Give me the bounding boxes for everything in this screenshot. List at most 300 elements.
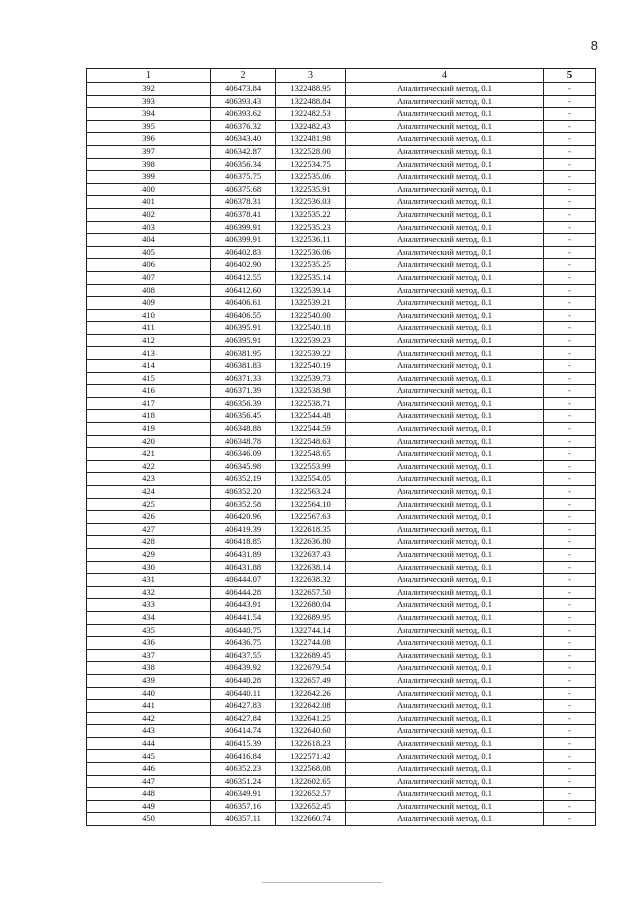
cell-coord-x: 406406.55 — [211, 309, 276, 322]
header-col-4: 4 — [346, 69, 544, 83]
cell-coord-y: 1322637.43 — [276, 548, 346, 561]
cell-coord-y: 1322540.19 — [276, 360, 346, 373]
cell-note: - — [544, 221, 596, 234]
table-row — [87, 624, 596, 637]
cell-coord-y: 1322636.80 — [276, 536, 346, 549]
cell-note: - — [544, 95, 596, 108]
cell-point-number: 429 — [87, 548, 211, 561]
cell-point-number: 443 — [87, 725, 211, 738]
cell-coord-x: 406356.34 — [211, 158, 276, 171]
cell-method: Аналитический метод, 0.1 — [346, 649, 544, 662]
cell-coord-y: 1322652.57 — [276, 788, 346, 801]
cell-coord-y: 1322540.18 — [276, 322, 346, 335]
cell-coord-x: 406444.07 — [211, 574, 276, 587]
cell-coord-x: 406348.88 — [211, 423, 276, 436]
cell-note: - — [544, 410, 596, 423]
cell-note: - — [544, 662, 596, 675]
table-row — [87, 322, 596, 335]
cell-note: - — [544, 385, 596, 398]
table-row — [87, 586, 596, 599]
cell-coord-y: 1322535.25 — [276, 259, 346, 272]
cell-point-number: 435 — [87, 624, 211, 637]
cell-coord-x: 406378.41 — [211, 208, 276, 221]
cell-coord-y: 1322548.63 — [276, 435, 346, 448]
cell-note: - — [544, 624, 596, 637]
table-row — [87, 334, 596, 347]
cell-note: - — [544, 460, 596, 473]
table-row — [87, 347, 596, 360]
cell-point-number: 411 — [87, 322, 211, 335]
cell-coord-x: 406357.16 — [211, 800, 276, 813]
cell-point-number: 420 — [87, 435, 211, 448]
cell-note: - — [544, 737, 596, 750]
cell-point-number: 428 — [87, 536, 211, 549]
cell-method: Аналитический метод, 0.1 — [346, 108, 544, 121]
cell-point-number: 433 — [87, 599, 211, 612]
cell-point-number: 449 — [87, 800, 211, 813]
cell-method: Аналитический метод, 0.1 — [346, 183, 544, 196]
cell-coord-y: 1322481.98 — [276, 133, 346, 146]
cell-method: Аналитический метод, 0.1 — [346, 700, 544, 713]
cell-coord-x: 406412.60 — [211, 284, 276, 297]
cell-coord-y: 1322689.45 — [276, 649, 346, 662]
cell-coord-x: 406399.91 — [211, 234, 276, 247]
coordinates-table — [86, 68, 596, 826]
cell-point-number: 436 — [87, 637, 211, 650]
cell-note: - — [544, 171, 596, 184]
cell-coord-y: 1322482.43 — [276, 120, 346, 133]
cell-point-number: 448 — [87, 788, 211, 801]
cell-note: - — [544, 523, 596, 536]
cell-point-number: 425 — [87, 498, 211, 511]
cell-note: - — [544, 347, 596, 360]
cell-point-number: 397 — [87, 145, 211, 158]
cell-method: Аналитический метод, 0.1 — [346, 246, 544, 259]
cell-point-number: 407 — [87, 271, 211, 284]
table-row — [87, 410, 596, 423]
cell-method: Аналитический метод, 0.1 — [346, 498, 544, 511]
cell-note: - — [544, 611, 596, 624]
cell-coord-y: 1322539.22 — [276, 347, 346, 360]
cell-point-number: 450 — [87, 813, 211, 826]
cell-method: Аналитический метод, 0.1 — [346, 574, 544, 587]
cell-method: Аналитический метод, 0.1 — [346, 624, 544, 637]
table-row — [87, 221, 596, 234]
cell-method: Аналитический метод, 0.1 — [346, 473, 544, 486]
cell-note: - — [544, 561, 596, 574]
cell-coord-y: 1322538.71 — [276, 397, 346, 410]
table-row — [87, 297, 596, 310]
cell-point-number: 393 — [87, 95, 211, 108]
cell-point-number: 396 — [87, 133, 211, 146]
cell-coord-x: 406346.09 — [211, 448, 276, 461]
cell-method: Аналитический метод, 0.1 — [346, 687, 544, 700]
table-row — [87, 145, 596, 158]
cell-coord-y: 1322538.98 — [276, 385, 346, 398]
table-row — [87, 309, 596, 322]
cell-point-number: 438 — [87, 662, 211, 675]
cell-coord-y: 1322482.53 — [276, 108, 346, 121]
cell-method: Аналитический метод, 0.1 — [346, 145, 544, 158]
cell-coord-x: 406376.32 — [211, 120, 276, 133]
cell-coord-x: 406375.75 — [211, 171, 276, 184]
cell-note: - — [544, 498, 596, 511]
cell-method: Аналитический метод, 0.1 — [346, 309, 544, 322]
cell-coord-y: 1322660.74 — [276, 813, 346, 826]
table-row — [87, 158, 596, 171]
cell-note: - — [544, 271, 596, 284]
cell-coord-x: 406356.45 — [211, 410, 276, 423]
cell-method: Аналитический метод, 0.1 — [346, 120, 544, 133]
cell-coord-y: 1322568.08 — [276, 763, 346, 776]
cell-coord-y: 1322744.14 — [276, 624, 346, 637]
cell-point-number: 447 — [87, 775, 211, 788]
cell-method: Аналитический метод, 0.1 — [346, 486, 544, 499]
cell-note: - — [544, 548, 596, 561]
cell-coord-y: 1322535.91 — [276, 183, 346, 196]
cell-point-number: 430 — [87, 561, 211, 574]
cell-note: - — [544, 800, 596, 813]
cell-note: - — [544, 284, 596, 297]
cell-coord-y: 1322535.14 — [276, 271, 346, 284]
cell-point-number: 401 — [87, 196, 211, 209]
cell-coord-y: 1322528.00 — [276, 145, 346, 158]
cell-note: - — [544, 133, 596, 146]
cell-coord-x: 406427.84 — [211, 712, 276, 725]
cell-point-number: 440 — [87, 687, 211, 700]
cell-method: Аналитический метод, 0.1 — [346, 448, 544, 461]
cell-coord-y: 1322657.50 — [276, 586, 346, 599]
cell-method: Аналитический метод, 0.1 — [346, 322, 544, 335]
cell-method: Аналитический метод, 0.1 — [346, 423, 544, 436]
table-row — [87, 498, 596, 511]
cell-coord-y: 1322642.26 — [276, 687, 346, 700]
cell-coord-x: 406444.28 — [211, 586, 276, 599]
cell-coord-y: 1322744.08 — [276, 637, 346, 650]
cell-method: Аналитический метод, 0.1 — [346, 372, 544, 385]
cell-method: Аналитический метод, 0.1 — [346, 737, 544, 750]
cell-method: Аналитический метод, 0.1 — [346, 297, 544, 310]
cell-note: - — [544, 360, 596, 373]
cell-method: Аналитический метод, 0.1 — [346, 586, 544, 599]
cell-method: Аналитический метод, 0.1 — [346, 775, 544, 788]
cell-note: - — [544, 297, 596, 310]
cell-point-number: 442 — [87, 712, 211, 725]
cell-method: Аналитический метод, 0.1 — [346, 334, 544, 347]
cell-coord-x: 406381.95 — [211, 347, 276, 360]
cell-note: - — [544, 145, 596, 158]
cell-point-number: 421 — [87, 448, 211, 461]
cell-method: Аналитический метод, 0.1 — [346, 271, 544, 284]
cell-note: - — [544, 637, 596, 650]
cell-note: - — [544, 234, 596, 247]
cell-coord-x: 406473.84 — [211, 83, 276, 96]
cell-coord-y: 1322563.24 — [276, 486, 346, 499]
cell-point-number: 403 — [87, 221, 211, 234]
table-row — [87, 397, 596, 410]
table-row — [87, 548, 596, 561]
table-row — [87, 725, 596, 738]
cell-coord-y: 1322553.99 — [276, 460, 346, 473]
cell-point-number: 409 — [87, 297, 211, 310]
cell-point-number: 423 — [87, 473, 211, 486]
cell-coord-y: 1322679.54 — [276, 662, 346, 675]
cell-coord-y: 1322571.42 — [276, 750, 346, 763]
cell-coord-x: 406414.74 — [211, 725, 276, 738]
cell-coord-x: 406415.39 — [211, 737, 276, 750]
table-row — [87, 435, 596, 448]
table-row — [87, 649, 596, 662]
table-row — [87, 800, 596, 813]
table-row — [87, 133, 596, 146]
cell-point-number: 394 — [87, 108, 211, 121]
cell-coord-y: 1322539.14 — [276, 284, 346, 297]
table-row — [87, 687, 596, 700]
header-col-2: 2 — [211, 69, 276, 83]
table-row — [87, 473, 596, 486]
cell-coord-y: 1322652.45 — [276, 800, 346, 813]
cell-point-number: 415 — [87, 372, 211, 385]
cell-method: Аналитический метод, 0.1 — [346, 196, 544, 209]
table-row — [87, 259, 596, 272]
table-row — [87, 171, 596, 184]
cell-coord-y: 1322618.35 — [276, 523, 346, 536]
table-row — [87, 284, 596, 297]
table-row — [87, 763, 596, 776]
cell-point-number: 417 — [87, 397, 211, 410]
cell-coord-y: 1322567.63 — [276, 511, 346, 524]
cell-coord-y: 1322539.73 — [276, 372, 346, 385]
cell-coord-y: 1322641.25 — [276, 712, 346, 725]
cell-point-number: 424 — [87, 486, 211, 499]
cell-coord-x: 406371.39 — [211, 385, 276, 398]
cell-coord-x: 406395.91 — [211, 322, 276, 335]
table-row — [87, 511, 596, 524]
cell-note: - — [544, 183, 596, 196]
cell-coord-x: 406393.62 — [211, 108, 276, 121]
table-row — [87, 460, 596, 473]
cell-coord-x: 406381.83 — [211, 360, 276, 373]
table-row — [87, 360, 596, 373]
cell-coord-y: 1322540.00 — [276, 309, 346, 322]
cell-point-number: 434 — [87, 611, 211, 624]
cell-coord-x: 406418.85 — [211, 536, 276, 549]
table-row — [87, 423, 596, 436]
cell-method: Аналитический метод, 0.1 — [346, 763, 544, 776]
cell-coord-x: 406402.90 — [211, 259, 276, 272]
cell-coord-x: 406431.89 — [211, 548, 276, 561]
cell-method: Аналитический метод, 0.1 — [346, 208, 544, 221]
cell-coord-x: 406342.87 — [211, 145, 276, 158]
table-row — [87, 246, 596, 259]
table-row — [87, 574, 596, 587]
cell-point-number: 414 — [87, 360, 211, 373]
cell-note: - — [544, 208, 596, 221]
cell-method: Аналитический метод, 0.1 — [346, 234, 544, 247]
cell-point-number: 416 — [87, 385, 211, 398]
cell-coord-y: 1322689.95 — [276, 611, 346, 624]
table-row — [87, 183, 596, 196]
cell-note: - — [544, 763, 596, 776]
table-row — [87, 523, 596, 536]
cell-method: Аналитический метод, 0.1 — [346, 410, 544, 423]
cell-note: - — [544, 750, 596, 763]
header-col-3: 3 — [276, 69, 346, 83]
cell-note: - — [544, 309, 596, 322]
cell-coord-y: 1322534.75 — [276, 158, 346, 171]
table-row — [87, 788, 596, 801]
cell-point-number: 412 — [87, 334, 211, 347]
cell-coord-x: 406352.20 — [211, 486, 276, 499]
cell-note: - — [544, 423, 596, 436]
cell-note: - — [544, 574, 596, 587]
cell-method: Аналитический метод, 0.1 — [346, 460, 544, 473]
cell-method: Аналитический метод, 0.1 — [346, 83, 544, 96]
cell-point-number: 426 — [87, 511, 211, 524]
cell-note: - — [544, 448, 596, 461]
table-row — [87, 83, 596, 96]
header-col-5: 5 — [544, 69, 596, 83]
table-row — [87, 662, 596, 675]
cell-coord-x: 406352.19 — [211, 473, 276, 486]
cell-method: Аналитический метод, 0.1 — [346, 712, 544, 725]
cell-method: Аналитический метод, 0.1 — [346, 511, 544, 524]
cell-coord-y: 1322548.65 — [276, 448, 346, 461]
table-row — [87, 196, 596, 209]
cell-note: - — [544, 788, 596, 801]
cell-coord-x: 406393.43 — [211, 95, 276, 108]
cell-point-number: 439 — [87, 674, 211, 687]
cell-coord-x: 406436.75 — [211, 637, 276, 650]
cell-note: - — [544, 712, 596, 725]
cell-coord-y: 1322539.21 — [276, 297, 346, 310]
cell-coord-y: 1322642.08 — [276, 700, 346, 713]
cell-coord-y: 1322539.23 — [276, 334, 346, 347]
cell-point-number: 446 — [87, 763, 211, 776]
cell-coord-y: 1322535.06 — [276, 171, 346, 184]
cell-method: Аналитический метод, 0.1 — [346, 397, 544, 410]
cell-point-number: 432 — [87, 586, 211, 599]
cell-note: - — [544, 536, 596, 549]
cell-coord-x: 406348.78 — [211, 435, 276, 448]
header-row — [87, 69, 596, 83]
cell-method: Аналитический метод, 0.1 — [346, 750, 544, 763]
table-row — [87, 120, 596, 133]
cell-coord-x: 406440.28 — [211, 674, 276, 687]
cell-method: Аналитический метод, 0.1 — [346, 662, 544, 675]
cell-coord-x: 406441.54 — [211, 611, 276, 624]
cell-coord-x: 406351.24 — [211, 775, 276, 788]
cell-coord-y: 1322544.48 — [276, 410, 346, 423]
cell-point-number: 398 — [87, 158, 211, 171]
table-row — [87, 737, 596, 750]
cell-coord-x: 406357.11 — [211, 813, 276, 826]
cell-coord-x: 406345.98 — [211, 460, 276, 473]
cell-coord-x: 406352.23 — [211, 763, 276, 776]
cell-method: Аналитический метод, 0.1 — [346, 611, 544, 624]
cell-method: Аналитический метод, 0.1 — [346, 674, 544, 687]
cell-point-number: 419 — [87, 423, 211, 436]
cell-coord-x: 406439.92 — [211, 662, 276, 675]
cell-coord-y: 1322657.49 — [276, 674, 346, 687]
cell-coord-y: 1322536.11 — [276, 234, 346, 247]
cell-coord-x: 406343.40 — [211, 133, 276, 146]
cell-coord-y: 1322488.84 — [276, 95, 346, 108]
cell-method: Аналитический метод, 0.1 — [346, 284, 544, 297]
cell-note: - — [544, 108, 596, 121]
cell-point-number: 410 — [87, 309, 211, 322]
cell-note: - — [544, 246, 596, 259]
cell-note: - — [544, 120, 596, 133]
cell-point-number: 392 — [87, 83, 211, 96]
table-row — [87, 108, 596, 121]
cell-coord-x: 406378.31 — [211, 196, 276, 209]
cell-coord-y: 1322536.06 — [276, 246, 346, 259]
cell-method: Аналитический метод, 0.1 — [346, 813, 544, 826]
cell-point-number: 427 — [87, 523, 211, 536]
cell-coord-x: 406352.58 — [211, 498, 276, 511]
cell-note: - — [544, 674, 596, 687]
table-row — [87, 813, 596, 826]
cell-note: - — [544, 687, 596, 700]
cell-method: Аналитический метод, 0.1 — [346, 637, 544, 650]
cell-point-number: 444 — [87, 737, 211, 750]
cell-coord-x: 406427.83 — [211, 700, 276, 713]
cell-coord-x: 406412.55 — [211, 271, 276, 284]
cell-note: - — [544, 649, 596, 662]
cell-method: Аналитический метод, 0.1 — [346, 536, 544, 549]
footer-line — [262, 882, 382, 883]
table-row — [87, 234, 596, 247]
cell-coord-y: 1322544.59 — [276, 423, 346, 436]
cell-note: - — [544, 725, 596, 738]
cell-method: Аналитический метод, 0.1 — [346, 95, 544, 108]
table-row — [87, 561, 596, 574]
cell-coord-y: 1322554.05 — [276, 473, 346, 486]
table-row — [87, 208, 596, 221]
cell-coord-y: 1322536.03 — [276, 196, 346, 209]
cell-coord-x: 406420.96 — [211, 511, 276, 524]
cell-note: - — [544, 586, 596, 599]
table-row — [87, 95, 596, 108]
cell-note: - — [544, 83, 596, 96]
cell-point-number: 399 — [87, 171, 211, 184]
table-row — [87, 775, 596, 788]
table-row — [87, 611, 596, 624]
cell-method: Аналитический метод, 0.1 — [346, 561, 544, 574]
cell-point-number: 418 — [87, 410, 211, 423]
cell-note: - — [544, 599, 596, 612]
cell-coord-x: 406349.91 — [211, 788, 276, 801]
cell-note: - — [544, 158, 596, 171]
cell-coord-x: 406431.88 — [211, 561, 276, 574]
cell-point-number: 422 — [87, 460, 211, 473]
cell-coord-x: 406443.91 — [211, 599, 276, 612]
header-col-1: 1 — [87, 69, 211, 83]
cell-coord-x: 406440.11 — [211, 687, 276, 700]
cell-coord-x: 406395.91 — [211, 334, 276, 347]
cell-coord-y: 1322535.22 — [276, 208, 346, 221]
cell-coord-x: 406375.68 — [211, 183, 276, 196]
cell-point-number: 445 — [87, 750, 211, 763]
cell-method: Аналитический метод, 0.1 — [346, 347, 544, 360]
table-row — [87, 637, 596, 650]
cell-point-number: 405 — [87, 246, 211, 259]
cell-note: - — [544, 259, 596, 272]
cell-method: Аналитический метод, 0.1 — [346, 385, 544, 398]
cell-point-number: 400 — [87, 183, 211, 196]
cell-coord-y: 1322602.65 — [276, 775, 346, 788]
